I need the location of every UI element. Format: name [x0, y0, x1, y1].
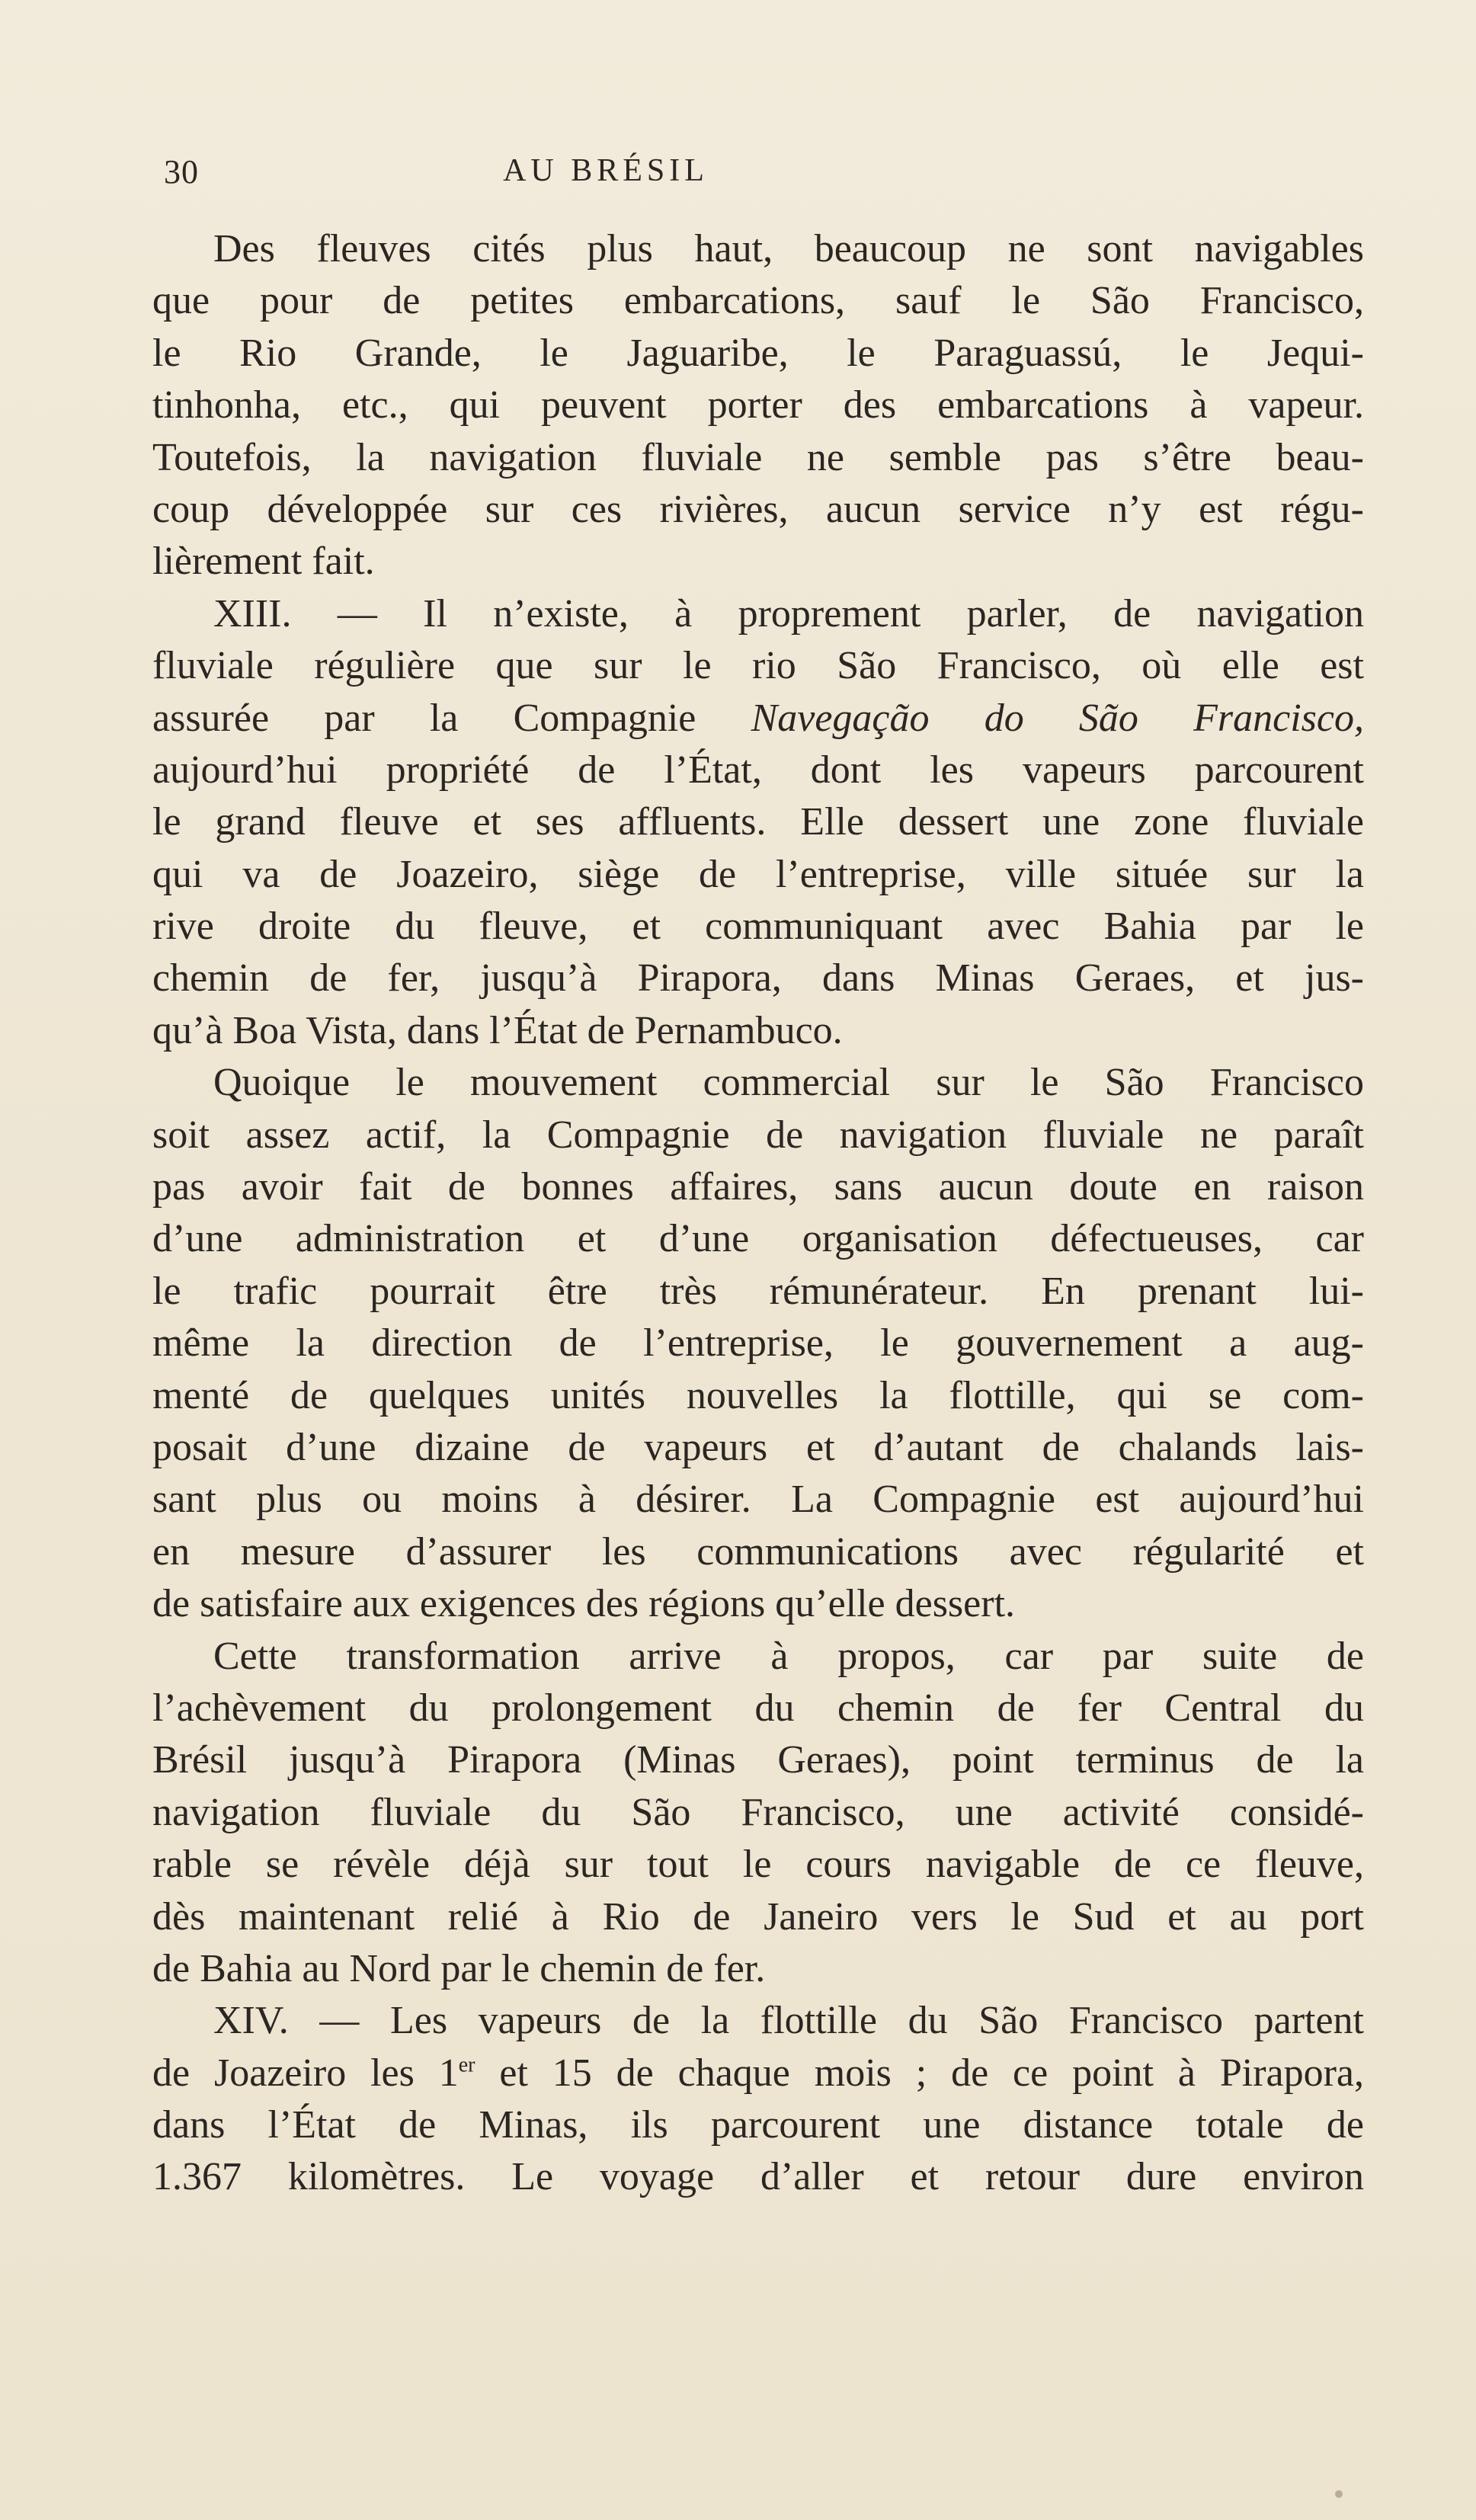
text-line: de satisfaire aux exigences des régions qu’elle dessert.	[152, 1582, 1016, 1626]
text-line	[152, 2048, 1364, 2099]
text-line: de Bahia au Nord par le chemin de fer.	[152, 1946, 766, 1990]
text-line: qu’à Boa Vista, dans l’État de Pernambuco.	[152, 1008, 843, 1052]
text-line: dès maintenant relié à Rio de Janeiro vers le Sud et au port	[152, 1894, 1364, 1939]
text-line: Toutefois, la navigation fluviale ne semble pas s’être beau-	[152, 435, 1364, 479]
text-line: même la direction de l’entreprise, le gouvernement a aug-	[152, 1321, 1364, 1366]
text-line: l’achèvement du prolongement du chemin de fer Central du	[152, 1686, 1364, 1730]
company-name: Navegação do São Francisco,	[751, 696, 1364, 740]
text-line: sant plus ou moins à désirer. La Compagnie est aujourd’hui	[152, 1478, 1364, 1522]
text-line: aujourd’hui propriété de l’État, dont les vapeurs parcourent	[152, 748, 1364, 792]
text-line: lièrement fait.	[152, 540, 375, 584]
text-line: XIII. — Il n’existe, à proprement parler, de navigation	[213, 591, 1364, 636]
text-line: en mesure d’assurer les communications avec régularité et	[152, 1529, 1364, 1574]
text-line: tinhonha, etc., qui peuvent porter des embarcations à vapeur.	[152, 383, 1364, 427]
text-line: dans l’État de Minas, ils parcourent une distance totale de	[152, 2103, 1364, 2147]
text-line: Quoique le mouvement commercial sur le São Francisco	[213, 1061, 1364, 1105]
text-line: pas avoir fait de bonnes affaires, sans aucun doute en raison	[152, 1165, 1364, 1209]
text-line: Des fleuves cités plus haut, beaucoup ne sont navigables	[213, 227, 1364, 271]
text-line: XIV. — Les vapeurs de la flottille du São Francisco partent	[213, 1999, 1364, 2043]
text-line: d’une administration et d’une organisation défectueuses, car	[152, 1217, 1364, 1261]
text-line: qui va de Joazeiro, siège de l’entreprise, ville située sur la	[152, 852, 1364, 896]
text-line: coup développée sur ces rivières, aucun service n’y est régu-	[152, 487, 1364, 531]
text-segment: et 15 de chaque mois ; de ce point à Pirapora,	[475, 2051, 1364, 2095]
text-line: navigation fluviale du São Francisco, une activité considé-	[152, 1790, 1364, 1834]
text-line: soit assez actif, la Compagnie de navigation fluviale ne paraît	[152, 1113, 1364, 1157]
text-line: le Rio Grande, le Jaguaribe, le Paraguassú, le Jequi-	[152, 331, 1364, 375]
body-text	[152, 223, 1364, 2204]
text-line: 1.367 kilomètres. Le voyage d’aller et retour dure environ	[152, 2155, 1364, 2199]
text-segment: de Joazeiro les 1	[152, 2051, 459, 2095]
ordinal-superscript: er	[458, 2053, 475, 2077]
running-title: AU BRÉSIL	[503, 153, 709, 188]
page-header	[164, 152, 1360, 198]
text-line: rive droite du fleuve, et communiquant avec Bahia par le	[152, 905, 1364, 949]
text-line: menté de quelques unités nouvelles la flottille, qui se com-	[152, 1373, 1364, 1417]
paper-speck	[1335, 2490, 1343, 2498]
text-line: le grand fleuve et ses affluents. Elle dessert une zone fluviale	[152, 800, 1364, 844]
text-line: Cette transformation arrive à propos, car par suite de	[213, 1634, 1364, 1678]
text-line: Brésil jusqu’à Pirapora (Minas Geraes), point terminus de la	[152, 1738, 1364, 1782]
text-line: posait d’une dizaine de vapeurs et d’autant de chalands lais-	[152, 1425, 1364, 1469]
text-line: rable se révèle déjà sur tout le cours navigable de ce fleuve,	[152, 1843, 1364, 1887]
text-line: fluviale régulière que sur le rio São Francisco, où elle est	[152, 644, 1364, 688]
text-line: chemin de fer, jusqu’à Pirapora, dans Minas Geraes, et jus-	[152, 956, 1364, 1001]
text-line: le trafic pourrait être très rémunérateur. En prenant lui-	[152, 1269, 1364, 1313]
text-segment: assurée par la Compagnie	[152, 696, 696, 740]
page-number: 30	[164, 153, 199, 191]
text-line: que pour de petites embarcations, sauf le São Francisco,	[152, 279, 1364, 323]
text-line	[152, 693, 1364, 744]
